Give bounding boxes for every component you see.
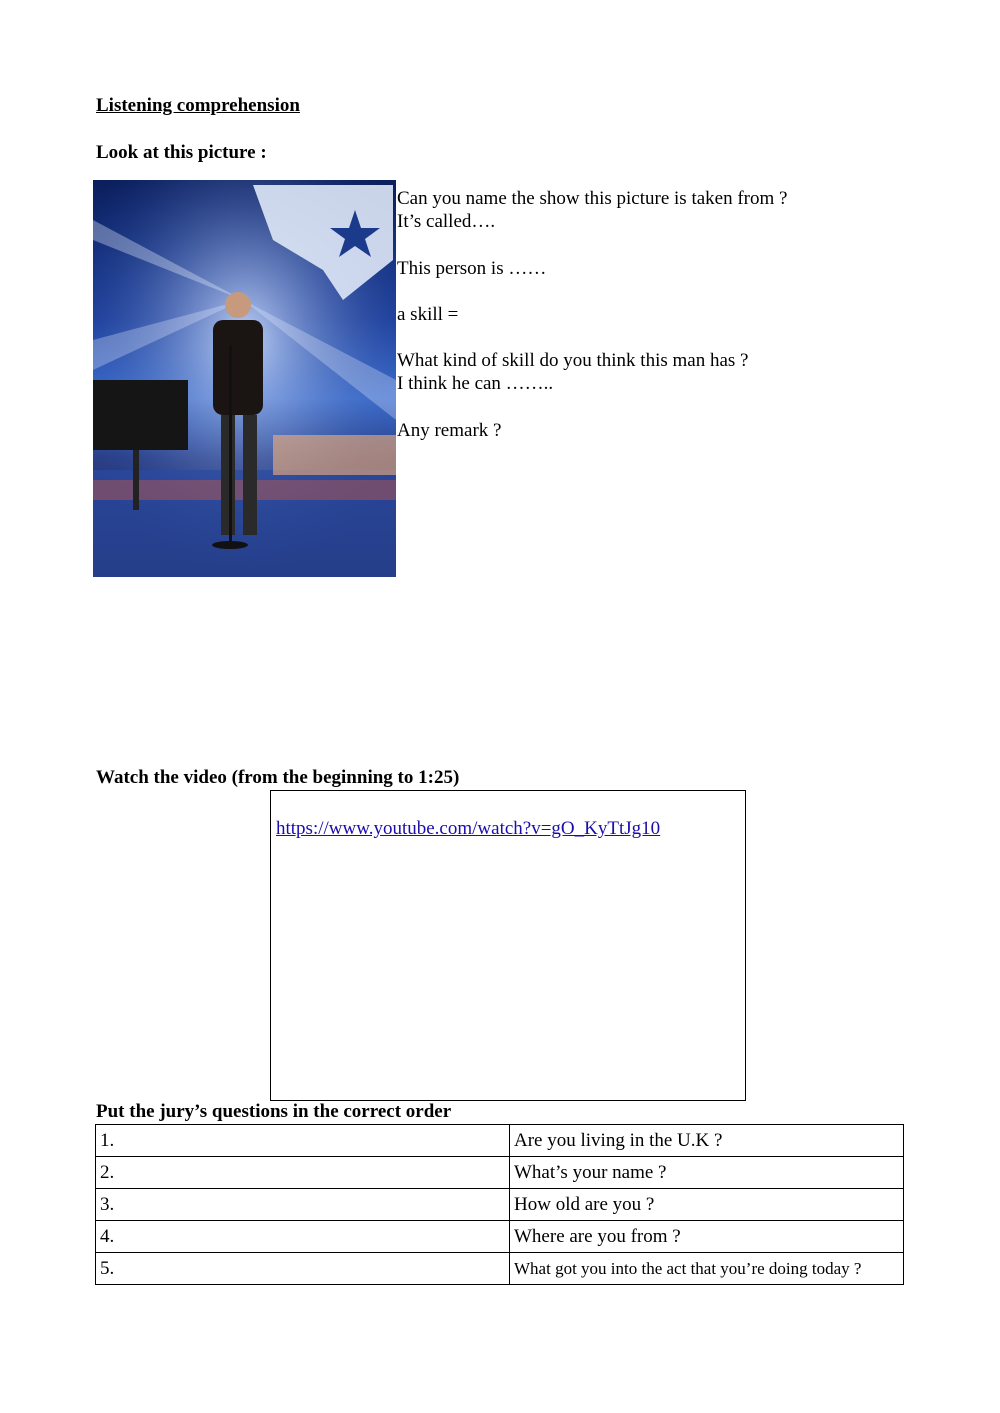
- watch-prompt: Watch the video (from the beginning to 1:25): [96, 767, 460, 788]
- look-prompt: Look at this picture :: [96, 142, 267, 163]
- answer-i-think-he-can: I think he can ……..: [397, 373, 554, 394]
- question-a-skill: a skill =: [397, 304, 459, 325]
- question-cell: Where are you from ?: [510, 1221, 904, 1253]
- jury-questions-table: [95, 1124, 904, 1285]
- question-this-person: This person is ……: [397, 258, 547, 279]
- question-cell: What got you into the act that you’re doing today ?: [510, 1253, 904, 1285]
- question-kind-of-skill: What kind of skill do you think this man has ?: [397, 350, 749, 371]
- row-number-cell[interactable]: 5.: [96, 1253, 510, 1285]
- row-number-cell[interactable]: 3.: [96, 1189, 510, 1221]
- video-link[interactable]: https://www.youtube.com/watch?v=gO_KyTtJg10: [276, 818, 661, 839]
- row-number-cell[interactable]: 2.: [96, 1157, 510, 1189]
- stage-illustration: [93, 180, 396, 577]
- row-number-cell[interactable]: 1.: [96, 1125, 510, 1157]
- table-row: [96, 1125, 904, 1157]
- page-title: Listening comprehension: [96, 95, 300, 116]
- table-row: [96, 1253, 904, 1285]
- question-cell: What’s your name ?: [510, 1157, 904, 1189]
- order-prompt: Put the jury’s questions in the correct order: [96, 1101, 452, 1122]
- table-row: [96, 1189, 904, 1221]
- question-show-name: Can you name the show this picture is taken from ?: [397, 188, 788, 209]
- answer-its-called: It’s called….: [397, 211, 496, 232]
- question-cell: How old are you ?: [510, 1189, 904, 1221]
- table-row: [96, 1221, 904, 1253]
- question-any-remark: Any remark ?: [397, 420, 502, 441]
- row-number-cell[interactable]: 4.: [96, 1221, 510, 1253]
- table-row: [96, 1157, 904, 1189]
- talent-show-photo: [93, 180, 396, 577]
- question-cell: Are you living in the U.K ?: [510, 1125, 904, 1157]
